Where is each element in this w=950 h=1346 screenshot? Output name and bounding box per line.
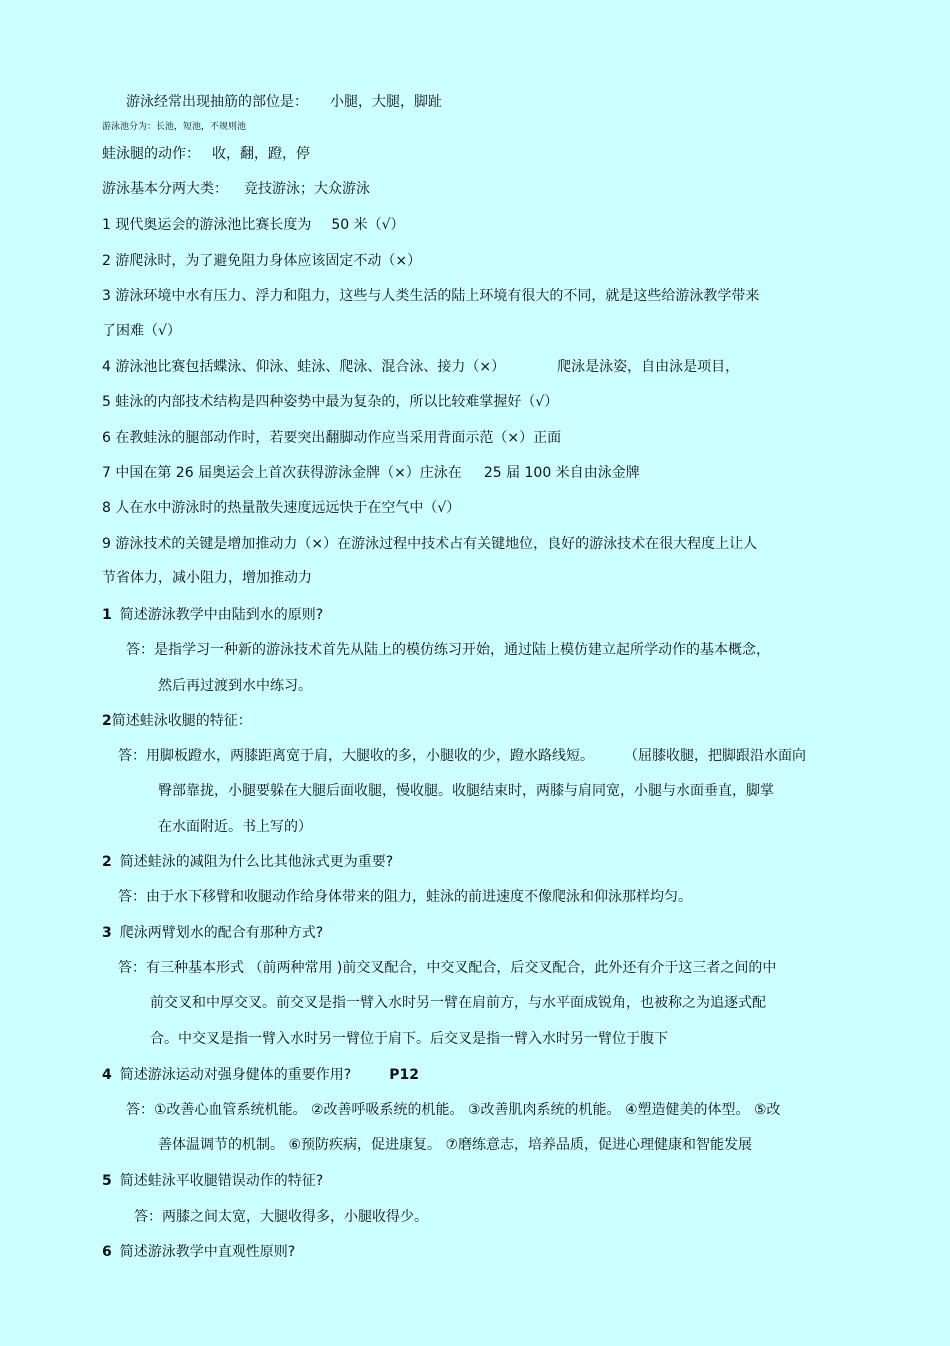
- text-line: [102, 252, 421, 270]
- line-text-2: 收，翻，蹬，停: [212, 146, 310, 162]
- question-text: 简述蛙泳平收腿错误动作的特征?: [119, 1173, 324, 1189]
- text-line: [102, 145, 310, 163]
- line-text-2: 爬泳是泳姿，自由泳是项目，: [557, 359, 740, 375]
- line-text: 蛙泳腿的动作：: [102, 146, 200, 162]
- line-text: 节省体力，减小阻力，增加推动力: [102, 570, 312, 586]
- question-number: 4: [102, 1067, 112, 1083]
- page-reference: P12: [389, 1067, 419, 1083]
- answer-line: [118, 888, 692, 906]
- text-line: [102, 322, 181, 340]
- line-text: 9 游泳技术的关键是增加推动力（×）在游泳过程中技术占有关键地位，良好的游泳技术在很大程度上让人: [102, 536, 758, 552]
- answer-line: [150, 994, 766, 1012]
- line-text: 1 现代奥运会的游泳池比赛长度为: [102, 217, 312, 233]
- line-text: 2 游爬泳时，为了避免阻力身体应该固定不动（×）: [102, 253, 422, 269]
- text-line: [102, 180, 370, 198]
- question-number: 5: [102, 1173, 112, 1189]
- question-line: [102, 853, 393, 871]
- text-line: [102, 499, 460, 517]
- question-number: 1: [102, 607, 112, 623]
- answer-line: [150, 1030, 668, 1048]
- question-line: [102, 924, 323, 942]
- line-text: 4 游泳池比赛包括蝶泳、仰泳、蛙泳、爬泳、混合泳、接力（×）: [102, 359, 506, 375]
- text-line: [126, 93, 442, 111]
- text-line: [102, 429, 561, 447]
- line-text-2: 50 米（√）: [331, 217, 405, 233]
- text-line: [102, 358, 739, 376]
- line-text: 3 游泳环境中水有压力、浮力和阻力，这些与人类生活的陆上环境有很大的不同，就是这些给游泳教学带来: [102, 288, 760, 304]
- answer-text: 合。中交叉是指一臂入水时另一臂位于肩下。后交叉是指一臂入水时另一臂位于腹下: [150, 1031, 668, 1047]
- line-text: 8 人在水中游泳时的热量散失速度远远快于在空气中（√）: [102, 500, 461, 516]
- line-text: 6 在教蛙泳的腿部动作时，若要突出翻脚动作应当采用背面示范（×）正面: [102, 430, 562, 446]
- question-text: 简述游泳教学中由陆到水的原则?: [119, 607, 324, 623]
- document-page: [4, 4, 946, 1342]
- question-text: 简述游泳教学中直观性原则?: [119, 1244, 296, 1260]
- line-text: 了困难（√）: [102, 323, 181, 339]
- line-text: 5 蛙泳的内部技术结构是四种姿势中最为复杂的，所以比较难掌握好（√）: [102, 394, 559, 410]
- answer-text-2: （屈膝收腿，把脚跟沿水面向: [624, 748, 806, 764]
- answer-text: 前交叉和中厚交叉。前交叉是指一臂入水时另一臂在肩前方，与水平面成锐角，也被称之为追逐式配: [150, 995, 766, 1011]
- question-text: 简述蛙泳收腿的特征：: [111, 713, 252, 729]
- answer-line: [118, 959, 776, 977]
- question-number: 3: [102, 925, 112, 941]
- answer-text: 臀部靠拢，小腿要躲在大腿后面收腿，慢收腿。收腿结束时，两膝与肩同宽，小腿与水面垂直，脚掌: [158, 783, 774, 799]
- text-line: [102, 464, 640, 482]
- answer-line: [158, 782, 774, 800]
- answer-text: 答：两膝之间太宽，大腿收得多，小腿收得少。: [134, 1209, 428, 1225]
- question-line: [102, 1172, 323, 1190]
- text-line: [102, 569, 312, 587]
- question-line: [102, 1243, 295, 1261]
- answer-text: 善体温调节的机制。 ⑥预防疾病，促进康复。 ⑦磨练意志，培养品质，促进心理健康和智能发展: [158, 1137, 752, 1153]
- question-number: 2: [102, 713, 112, 729]
- question-number: 2: [102, 854, 112, 870]
- question-number: 6: [102, 1244, 112, 1260]
- line-text: 7 中国在第 26 届奥运会上首次获得游泳金牌（×）庄泳在: [102, 465, 462, 481]
- answer-text: 答：是指学习一种新的游泳技术首先从陆上的模仿练习开始，通过陆上模仿建立起所学动作的基本概念，: [126, 642, 770, 658]
- line-text-2: 25 届 100 米自由泳金牌: [483, 465, 640, 481]
- answer-text: 答：有三种基本形式 （前两种常用 )前交叉配合，中交叉配合，后交叉配合，此外还有介于这三者之间的中: [118, 960, 777, 976]
- answer-line: [158, 818, 312, 836]
- line-text-2: 小腿，大腿，脚趾: [330, 94, 442, 110]
- text-line: [102, 287, 759, 305]
- line-text: 游泳基本分两大类：: [102, 181, 228, 197]
- answer-line: [158, 1136, 752, 1154]
- answer-line: [126, 641, 770, 659]
- question-line: [102, 1066, 419, 1084]
- question-line: [102, 712, 252, 730]
- answer-line: [118, 747, 806, 765]
- line-text: 游泳经常出现抽筋的部位是：: [126, 94, 308, 110]
- line-text-2: 竞技游泳；大众游泳: [244, 181, 370, 197]
- line-text: 游泳池分为：长池，短池，不规则池: [102, 122, 247, 132]
- text-line: [102, 393, 558, 411]
- answer-text: 答：用脚板蹬水，两膝距离宽于肩，大腿收的多，小腿收的少，蹬水路线短。: [118, 748, 594, 764]
- text-line: [102, 535, 757, 553]
- text-line-small: [102, 121, 246, 133]
- answer-text: 答：由于水下移臂和收腿动作给身体带来的阻力，蛙泳的前进速度不像爬泳和仰泳那样均匀。: [118, 889, 692, 905]
- question-line: [102, 606, 323, 624]
- answer-text: 答：①改善心血管系统机能。 ②改善呼吸系统的机能。 ③改善肌肉系统的机能。 ④塑造健美的体型。 ⑤改: [126, 1102, 781, 1118]
- text-line: [102, 216, 405, 234]
- question-text: 简述游泳运动对强身健体的重要作用?: [119, 1067, 352, 1083]
- question-text: 简述蛙泳的减阻为什么比其他泳式更为重要?: [119, 854, 394, 870]
- question-text: 爬泳两臂划水的配合有那种方式?: [119, 925, 324, 941]
- answer-line: [134, 1208, 428, 1226]
- answer-text: 在水面附近。书上写的）: [158, 819, 312, 835]
- answer-text: 然后再过渡到水中练习。: [158, 678, 312, 694]
- answer-line: [126, 1101, 781, 1119]
- answer-line: [158, 677, 312, 695]
